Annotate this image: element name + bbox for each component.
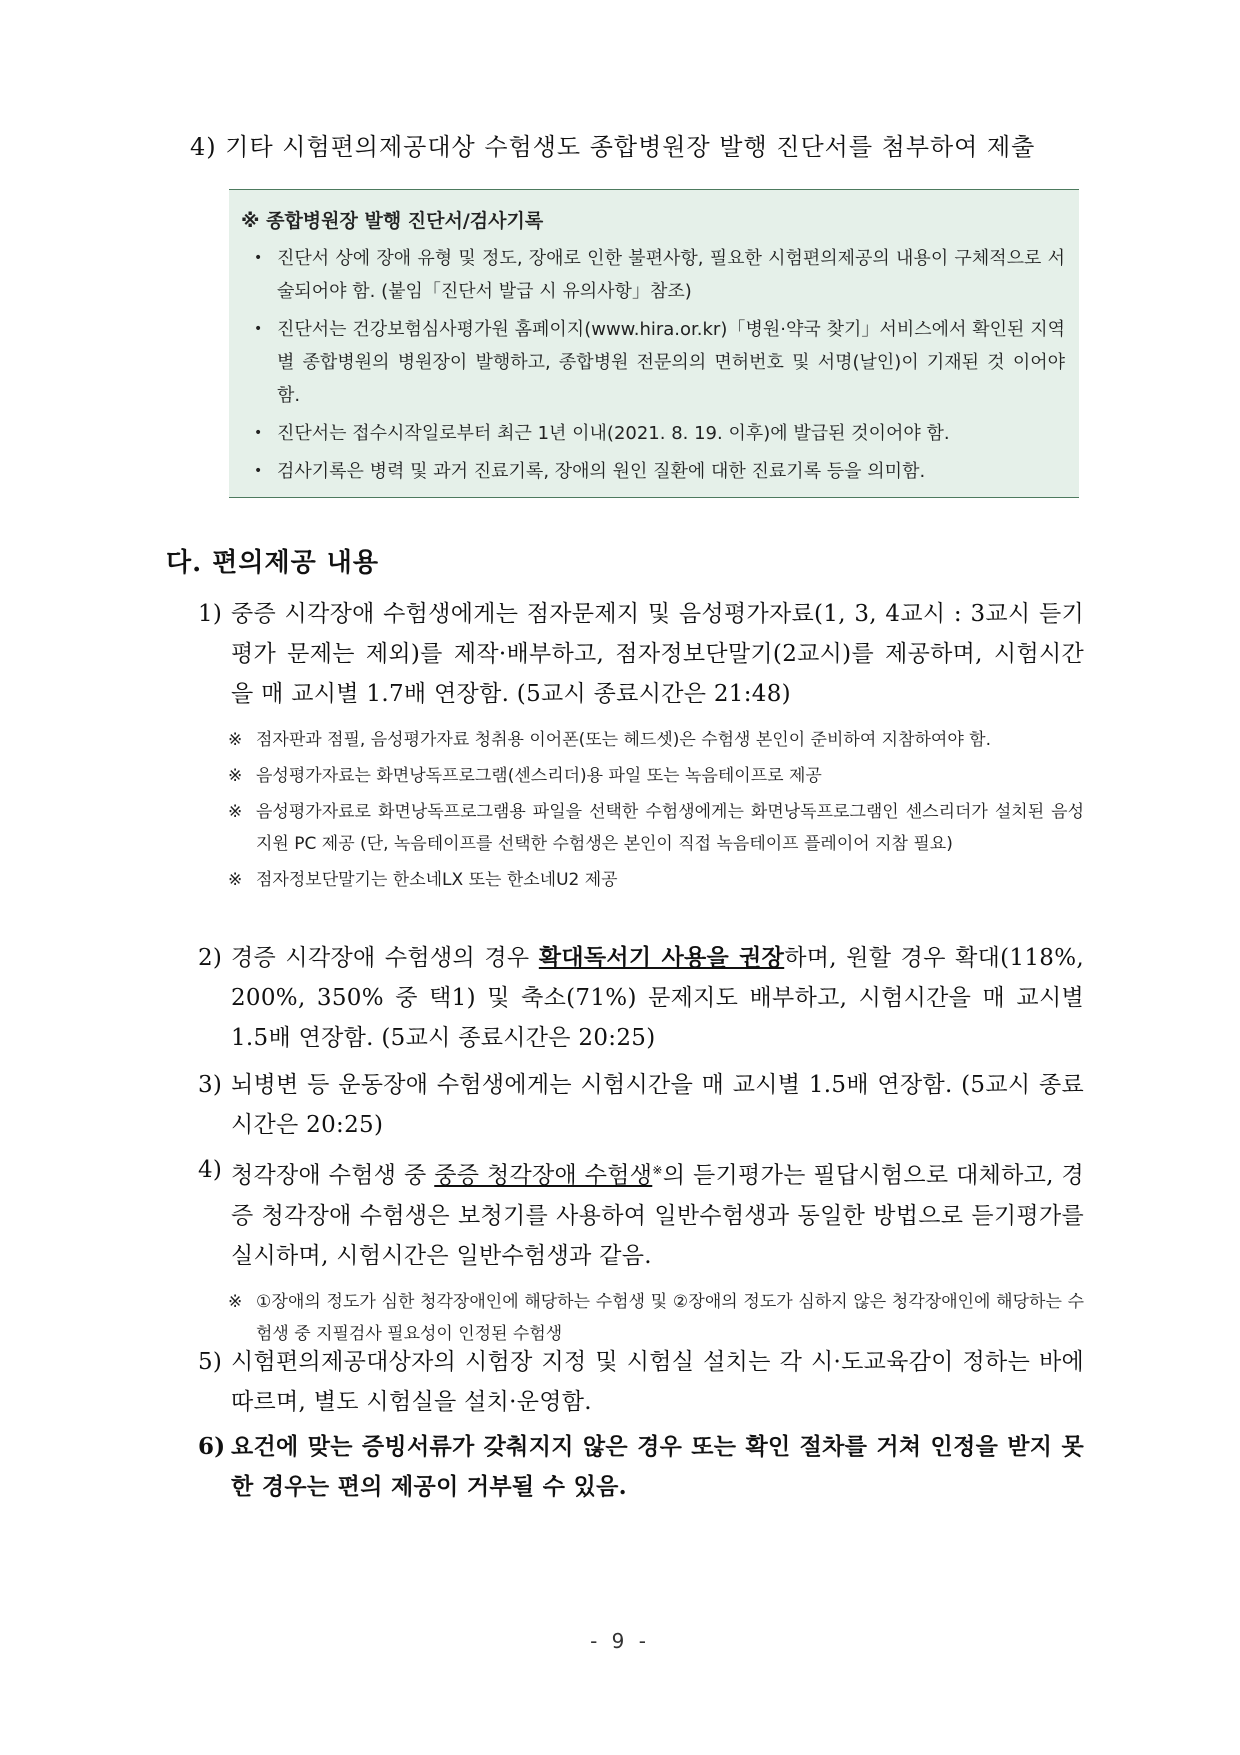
item-2: 2) 경증 시각장애 수험생의 경우 확대독서기 사용을 권장하며, 원할 경우 확대(118%, 200%, 350% 중 택1) 및 축소(71%) 문제지도 배부하고, 시험시간을 매 교시별 1.5배 연장함. (5교시 종료시간은 20:25) (198, 938, 1084, 1058)
notice-list (229, 242, 1079, 493)
item-4-block (198, 1150, 1084, 1354)
item-text: 시험편의제공대상자의 시험장 지정 및 시험실 설치는 각 시·도교육감이 정하는 바에 따르며, 별도 시험실을 설치·운영함. (231, 1349, 1084, 1415)
item-5-block (198, 1342, 1084, 1422)
item-1 (198, 594, 1084, 714)
note: ※ 점자정보단말기는 한소네LX 또는 한소네U2 제공 (228, 870, 618, 890)
bullet-icon: • (254, 425, 263, 441)
notice-box-title: ※ 종합병원장 발행 진단서/검사기록 (241, 210, 544, 232)
page-number: - 9 - (590, 1629, 650, 1653)
note: ※ 점자판과 점필, 음성평가자료 청취용 이어폰(또는 헤드셋)은 수험생 본인이 준비하여 지참하여야 함. (228, 730, 991, 750)
item-number: 4) (198, 1157, 223, 1183)
list-item: • 진단서 상에 장애 유형 및 정도, 장애로 인한 불편사항, 필요한 시험편의제공의 내용이 구체적으로 서술되어야 함. (붙임「진단서 발급 시 유의사항」참조) (229, 242, 1079, 308)
section-heading: 다. 편의제공 내용 (166, 548, 379, 578)
item-text: 요건에 맞는 증빙서류가 갖춰지지 않은 경우 또는 확인 절차를 거쳐 인정을 받지 못한 경우는 편의 제공이 거부될 수 있음. (231, 1433, 1084, 1500)
item-4-notes (228, 1286, 1084, 1350)
item-3 (198, 1065, 1084, 1145)
bullet-icon: • (254, 463, 263, 479)
note: ※ 음성평가자료는 화면낭독프로그램(센스리더)용 파일 또는 녹음테이프로 제공 (228, 766, 822, 786)
item-6 (198, 1427, 1084, 1507)
bullet-icon: • (254, 250, 263, 266)
item-4: 4) 청각장애 수험생 중 중증 청각장애 수험생※의 듣기평가는 필답시험으로 대체하고, 경증 청각장애 수험생은 보청기를 사용하여 일반수험생과 동일한 방법으로 듣기평가를 실시하며, 시험시간은 일반수험생과 같음. (198, 1150, 1084, 1276)
item-number: 5) (198, 1349, 223, 1375)
item-number: 6) (198, 1433, 226, 1460)
item-1-block (198, 594, 1084, 900)
item-text: 중증 시각장애 수험생에게는 점자문제지 및 음성평가자료(1, 3, 4교시 : 3교시 듣기평가 문제는 제외)를 제작·배부하고, 점자정보단말기(2교시)를 제공하며, 시험시간을 매 교시별 1.7배 연장함. (5교시 종료시간은 21:48) (231, 601, 1084, 707)
bullet-icon: • (254, 321, 263, 337)
recommend-highlight: 확대독서기 사용을 권장 (538, 944, 785, 971)
note: ※ 음성평가자료로 화면낭독프로그램용 파일을 선택한 수험생에게는 화면낭독프로그램인 센스리더가 설치된 음성지원 PC 제공 (단, 녹음테이프를 선택한 수험생은 본인이 직접 녹음테이프 플레이어 지참 필요) (228, 802, 1084, 854)
item-6-block (198, 1427, 1084, 1507)
item-4-text: 4) 기타 시험편의제공대상 수험생도 종합병원장 발행 진단서를 첨부하여 제출 (190, 133, 1036, 161)
footnote-mark: ※ (652, 1163, 663, 1177)
item-1-notes (228, 724, 1084, 896)
list-item: • 진단서는 건강보험심사평가원 홈페이지(www.hira.or.kr)「병원·약국 찾기」서비스에서 확인된 지역별 종합병원의 병원장이 발행하고, 종합병원 전문의의 면허번호 및 서명(날인)이 기재된 것 이어야 함. (229, 313, 1079, 412)
severe-hearing-underline: 중증 청각장애 수험생 (434, 1162, 653, 1189)
item-text: 뇌병변 등 운동장애 수험생에게는 시험시간을 매 교시별 1.5배 연장함. (5교시 종료시간은 20:25) (231, 1072, 1084, 1138)
item-number: 3) (198, 1072, 223, 1098)
note: ※ ①장애의 정도가 심한 청각장애인에 해당하는 수험생 및 ②장애의 정도가 심하지 않은 청각장애인에 해당하는 수험생 중 지필검사 필요성이 인정된 수험생 (228, 1291, 1084, 1344)
list-item: • 진단서는 접수시작일로부터 최근 1년 이내(2021. 8. 19. 이후)에 발급된 것이어야 함. (229, 417, 1079, 450)
item-3-block (198, 1065, 1084, 1145)
item-2-block (198, 938, 1084, 1058)
item-number: 2) (198, 945, 223, 971)
item-5 (198, 1342, 1084, 1422)
list-item: • 검사기록은 병력 및 과거 진료기록, 장애의 원인 질환에 대한 진료기록 등을 의미함. (229, 455, 1079, 488)
notice-box (229, 189, 1079, 498)
item-number: 1) (198, 601, 223, 627)
